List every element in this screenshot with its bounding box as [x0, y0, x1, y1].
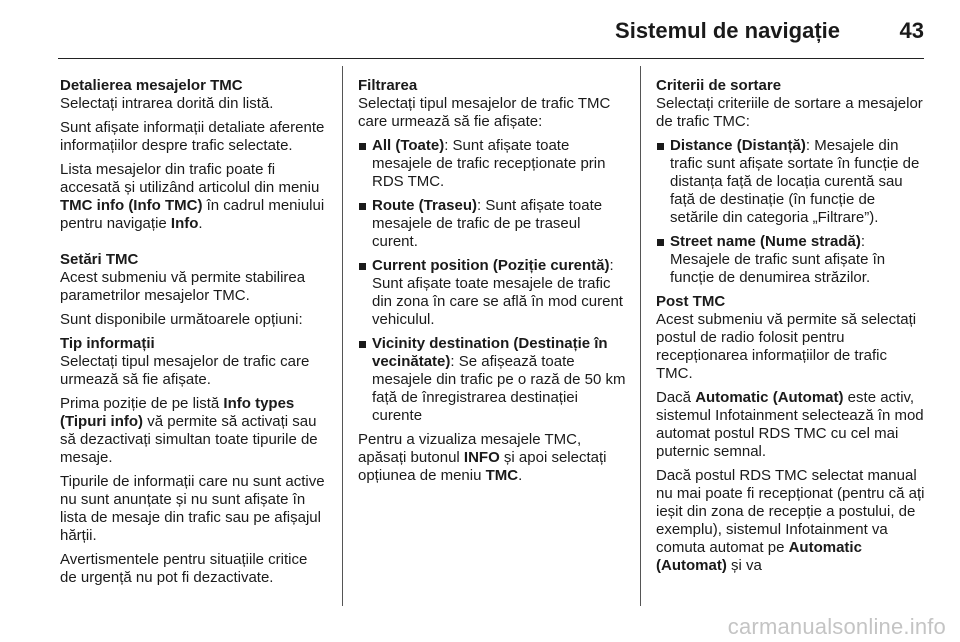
text-run: Dacă: [656, 389, 696, 406]
paragraph: Selectați intrarea dorită din listă.: [60, 95, 274, 112]
page-title: Sistemul de navigație: [615, 18, 840, 43]
section-heading-tmc-station: Post TMC: [656, 293, 726, 310]
list-item: [656, 233, 926, 287]
option-description: : Sunt afișate toate mesajele de trafic din zona în care se află în mod curent vehiculul.: [372, 257, 623, 328]
page-number: 43: [899, 18, 924, 43]
text-run: vă permite să activați sau să dezactivați simultan toate tipurile de mesaje.: [60, 413, 318, 466]
paragraph: Tipurile de informații care nu sunt active nu sunt anunțate și nu sunt afișate în lista de mesaje din trafic sau pe afișajul hărții.: [60, 473, 325, 544]
text-run: Lista mesajelor din trafic poate fi accesată și utilizând articolul din meniu: [60, 161, 320, 196]
text-run: și apoi selectați opțiunea de meniu: [358, 449, 607, 484]
paragraph: [656, 389, 926, 461]
menu-ref: Info: [170, 215, 199, 232]
watermark: carmanualsonline.info: [727, 614, 946, 639]
list-item: [358, 137, 626, 191]
list-item: [358, 257, 626, 329]
paragraph: [60, 161, 328, 233]
text-run: .: [198, 215, 203, 232]
button-ref: INFO: [463, 449, 500, 466]
option-name: Vicinity destination (Destinație în vecinătate): [372, 335, 608, 370]
text-run: în cadrul meniului pentru navigație: [60, 197, 325, 232]
option-description: : Mesajele de trafic sunt afișate în funcție de denumirea străzilor.: [670, 233, 886, 286]
paragraph: [358, 431, 626, 485]
page-header: [58, 14, 924, 59]
list-item: [358, 335, 626, 425]
option-name: Current position (Poziție curentă): [372, 257, 610, 274]
section-heading-filtering: Filtrarea: [358, 77, 418, 94]
option-name: All (Toate): [372, 137, 445, 154]
option-name: Route (Traseu): [372, 197, 478, 214]
list-item: [358, 197, 626, 251]
text-run: Pentru a vizualiza mesajele TMC, apăsați butonul: [358, 431, 582, 466]
paragraph: Selectați tipul mesajelor de trafic TMC care urmează să fie afișate:: [358, 95, 611, 130]
text-run: Prima poziție de pe listă: [60, 395, 224, 412]
text-run: Dacă postul RDS TMC selectat manual nu mai poate fi recepționat (pentru că ați ieșit din zona de recepție a postului, de exemplu), sistemul Infotainment va comuta automat pe: [656, 467, 925, 556]
text-run: și va: [726, 557, 762, 574]
section-heading-info-type: Tip informații: [60, 335, 155, 352]
paragraph: Sunt afișate informații detaliate aferente informațiilor despre trafic selectate.: [60, 119, 325, 154]
menu-ref: TMC: [485, 467, 519, 484]
list-item: [656, 137, 926, 227]
menu-item-ref: Info types (Tipuri info): [60, 395, 295, 430]
paragraph: [656, 467, 926, 575]
bullet-icon: [657, 239, 664, 246]
paragraph: Acest submeniu vă permite să selectați postul de radio folosit pentru recepționarea informațiilor de trafic TMC.: [656, 311, 917, 382]
section-heading-tmc-details: Detalierea mesajelor TMC: [60, 77, 243, 94]
text-run: este activ, sistemul Infotainment selectează în mod automat postul RDS TMC cu cel mai puternic semnal.: [656, 389, 924, 460]
option-name: Distance (Distanță): [670, 137, 806, 154]
menu-item-ref: TMC info (Info TMC): [60, 197, 203, 214]
paragraph: Sunt disponibile următoarele opțiuni:: [60, 311, 303, 328]
column-middle: [358, 77, 626, 491]
column-divider: [342, 66, 343, 606]
option-name: Street name (Nume stradă): [670, 233, 861, 250]
option-description: : Sunt afișate toate mesajele de trafic recepționate prin RDS TMC.: [372, 137, 606, 190]
option-ref: Automatic (Automat): [695, 389, 844, 406]
text-run: .: [518, 467, 523, 484]
option-description: : Sunt afișate toate mesajele de trafic de pe traseul curent.: [372, 197, 603, 250]
paragraph: Acest submeniu vă permite stabilirea parametrilor mesajelor TMC.: [60, 269, 306, 304]
paragraph: Avertismentele pentru situațiile critice de urgență nu pot fi dezactivate.: [60, 551, 308, 586]
column-right: [656, 77, 926, 581]
option-description: : Mesajele din trafic sunt afișate sortate în funcție de distanța față de locația curentă sau față de destinație (în funcție de setările din categoria „Filtrare”).: [670, 137, 920, 226]
option-ref: Automatic (Automat): [656, 539, 862, 574]
bullet-list: [656, 137, 926, 287]
paragraph: Selectați tipul mesajelor de trafic care urmează să fie afișate.: [60, 353, 310, 388]
paragraph: Selectați criteriile de sortare a mesajelor de trafic TMC:: [656, 95, 923, 130]
option-description: : Se afișează toate mesajele din trafic pe o rază de 50 km față de înregistrarea destinației curente: [372, 353, 626, 424]
section-heading-tmc-settings: Setări TMC: [60, 251, 139, 268]
bullet-icon: [359, 143, 366, 150]
column-left: [60, 77, 328, 593]
bullet-list: [358, 137, 626, 425]
paragraph: [60, 395, 328, 467]
section-heading-sort-criteria: Criterii de sortare: [656, 77, 782, 94]
bullet-icon: [359, 203, 366, 210]
column-divider: [640, 66, 641, 606]
bullet-icon: [657, 143, 664, 150]
bullet-icon: [359, 341, 366, 348]
bullet-icon: [359, 263, 366, 270]
